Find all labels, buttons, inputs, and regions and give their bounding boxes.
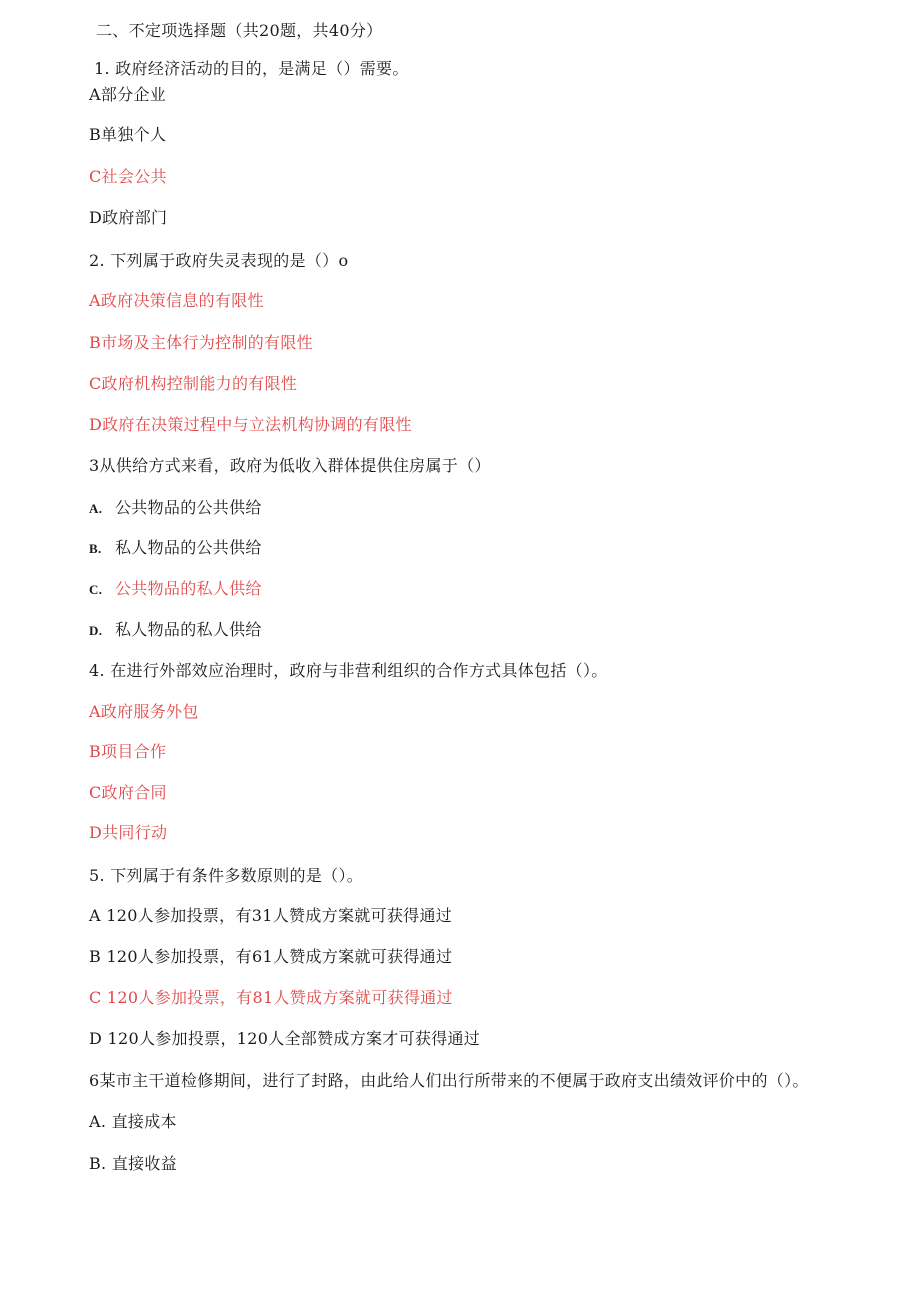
question-5-option-d: D 120人参加投票，120人全部赞成方案才可获得通过 [89,1029,481,1048]
question-4-option-c: C政府合同 [89,783,167,802]
question-5-option-b: B 120人参加投票，有61人赞成方案就可获得通过 [89,947,453,966]
option-text: 公共物品的公共供给 [115,498,262,517]
question-6-option-b: B. 直接收益 [89,1154,178,1173]
question-3-text: 3从供给方式来看，政府为低收入群体提供住房属于（） [89,456,491,475]
question-1-option-b: B单独个人 [89,125,167,144]
question-5-option-c: C 120人参加投票，有81人赞成方案就可获得通过 [89,988,453,1007]
option-text: 公共物品的私人供给 [115,579,262,598]
option-text: 私人物品的公共供给 [115,538,262,557]
question-2-option-b: B市场及主体行为控制的有限性 [89,333,313,352]
option-label: B. [89,541,102,556]
question-3-option-c [89,579,262,600]
question-1-option-a: A部分企业 [89,85,167,104]
question-3-option-b [89,538,262,559]
question-3-option-d [89,620,262,641]
question-2-option-c: C政府机构控制能力的有限性 [89,374,298,393]
question-1-option-c: C社会公共 [89,167,167,186]
option-text: 私人物品的私人供给 [115,620,262,639]
section-title: 二、不定项选择题（共20题，共40分） [96,21,383,40]
question-6-option-a: A. 直接成本 [89,1112,177,1131]
option-label: D. [89,623,103,638]
question-6-text: 6某市主干道检修期间，进行了封路，由此给人们出行所带来的不便属于政府支出绩效评价中的（）。 [89,1071,809,1090]
question-2-option-d: D政府在决策过程中与立法机构协调的有限性 [89,415,412,434]
option-label: C. [89,582,103,597]
question-4-option-d: D共同行动 [89,823,168,842]
question-1-text: 1. 政府经济活动的目的，是满足（）需要。 [94,59,409,78]
question-3-option-a [89,498,262,519]
question-4-option-b: B项目合作 [89,742,167,761]
question-5-text: 5. 下列属于有条件多数原则的是（）。 [89,866,364,885]
question-1-option-d: D政府部门 [89,208,168,227]
question-2-option-a: A政府决策信息的有限性 [89,291,264,310]
option-label: A. [89,501,103,516]
question-2-text: 2. 下列属于政府失灵表现的是（）o [89,251,349,270]
question-4-text: 4. 在进行外部效应治理时，政府与非营利组织的合作方式具体包括（）。 [89,661,608,680]
question-5-option-a: A 120人参加投票，有31人赞成方案就可获得通过 [89,906,453,925]
question-4-option-a: A政府服务外包 [89,702,199,721]
